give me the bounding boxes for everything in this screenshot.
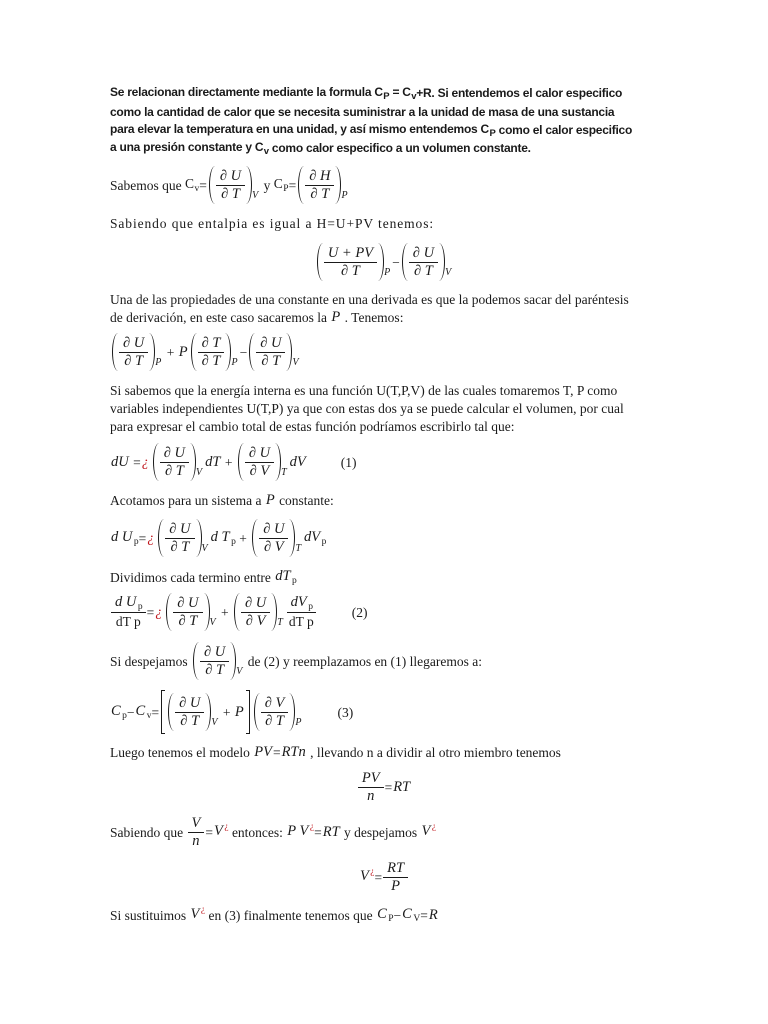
math-symbol: R bbox=[428, 906, 438, 923]
text-run: = bbox=[146, 604, 155, 620]
math-symbol: n bbox=[192, 832, 200, 849]
fraction-numerator bbox=[160, 445, 189, 463]
subscript: p bbox=[231, 537, 236, 547]
final-result-statement bbox=[110, 895, 439, 935]
fraction-denominator bbox=[246, 463, 274, 480]
subscript: v bbox=[411, 91, 417, 102]
math-symbol: P bbox=[234, 703, 244, 720]
text-run: = bbox=[129, 454, 141, 470]
fraction-numerator bbox=[305, 168, 334, 186]
symbol-with-index bbox=[210, 528, 236, 548]
equation-3 bbox=[110, 692, 353, 732]
fraction bbox=[160, 445, 189, 480]
fraction-denominator bbox=[113, 613, 144, 630]
fraction-numerator bbox=[256, 335, 285, 353]
intro-line-4 bbox=[110, 128, 531, 168]
text-run: en (3) finalmente tenemos que bbox=[205, 907, 377, 923]
fraction-numerator bbox=[175, 695, 204, 713]
group-content bbox=[258, 521, 289, 556]
fraction-numerator bbox=[188, 815, 205, 833]
equation-1 bbox=[110, 442, 357, 482]
parenthesized-group bbox=[298, 166, 347, 204]
parenthesized-group bbox=[252, 519, 301, 557]
fraction-denominator bbox=[261, 713, 288, 730]
unrendered-glyph: ¿ bbox=[141, 454, 149, 470]
text-run: = bbox=[288, 177, 297, 193]
math-symbol: U + PV bbox=[327, 244, 374, 261]
group-subscript: V bbox=[209, 617, 216, 628]
fraction-denominator bbox=[176, 713, 203, 730]
text-run: y despejamos bbox=[340, 824, 421, 840]
fraction-denominator bbox=[166, 539, 193, 556]
text-run: . Tenemos: bbox=[341, 309, 404, 325]
symbol-with-index bbox=[401, 905, 420, 925]
math-symbol: ∂ H bbox=[309, 167, 331, 184]
parenthesized-group bbox=[168, 693, 217, 731]
group-content bbox=[215, 168, 246, 203]
text-run: de derivación, en este caso sacaremos la bbox=[110, 309, 331, 325]
fraction bbox=[409, 245, 438, 280]
superscript: ¿ bbox=[200, 905, 206, 915]
group-subscript: T bbox=[295, 543, 302, 554]
math-symbol: C bbox=[111, 703, 121, 719]
text-run: constante: bbox=[275, 492, 334, 508]
right-brack bbox=[246, 690, 250, 734]
molar-volume-equation bbox=[0, 857, 768, 897]
parenthesized-group bbox=[234, 593, 283, 631]
fraction bbox=[358, 770, 384, 805]
math-symbol: P bbox=[265, 491, 275, 508]
math-symbol: ∂ T bbox=[201, 352, 221, 369]
math-symbol: V bbox=[213, 823, 223, 839]
fraction-denominator bbox=[201, 662, 228, 679]
math-symbol: ∂ U bbox=[260, 334, 282, 351]
math-symbol: ∂ V bbox=[264, 694, 285, 711]
math-symbol: d U bbox=[115, 594, 137, 610]
fraction-numerator bbox=[216, 168, 245, 186]
math-symbol: ∂ T bbox=[414, 262, 433, 279]
fraction-denominator bbox=[161, 463, 188, 480]
math-symbol: P bbox=[331, 308, 341, 325]
parenthesized-group bbox=[402, 243, 451, 281]
text-run: Sabiendo que entalpia es igual a H=U+PV tenemos: bbox=[110, 215, 434, 231]
math-symbol: PV bbox=[361, 769, 380, 786]
math-symbol: ∂ U bbox=[412, 244, 435, 261]
text-run: + bbox=[163, 344, 178, 360]
parenthesized-group bbox=[158, 519, 207, 557]
fraction bbox=[119, 335, 148, 370]
math-symbol: ∂ T bbox=[221, 185, 240, 202]
molar-volume-statement bbox=[110, 812, 436, 852]
group-subscript: V bbox=[196, 467, 203, 478]
fraction-denominator bbox=[120, 353, 147, 370]
equation-number: (2) bbox=[351, 604, 368, 620]
math-symbol: P bbox=[178, 343, 188, 360]
fraction-numerator bbox=[241, 595, 270, 613]
text-run: + bbox=[235, 530, 251, 546]
math-symbol: V bbox=[190, 906, 200, 922]
math-symbol: ∂ U bbox=[263, 520, 285, 537]
subscript: P bbox=[383, 91, 390, 102]
fraction-denominator bbox=[410, 263, 437, 280]
fraction-numerator bbox=[409, 245, 438, 263]
symbol-with-index bbox=[421, 822, 437, 842]
fraction bbox=[200, 644, 229, 679]
symbol-with-index bbox=[110, 139, 269, 157]
group-subscript: V bbox=[201, 543, 208, 554]
group-content bbox=[408, 245, 439, 280]
expanded-derivative-equation bbox=[110, 332, 301, 372]
enthalpy-statement bbox=[110, 203, 434, 243]
math-symbol: ∂ V bbox=[245, 612, 266, 629]
text-run: y bbox=[260, 177, 274, 193]
text-run: = bbox=[420, 907, 428, 923]
math-symbol: C bbox=[135, 703, 146, 719]
text-run: = bbox=[374, 869, 383, 885]
fraction-denominator bbox=[306, 186, 333, 203]
fraction-numerator bbox=[200, 644, 229, 662]
math-symbol: ∂ U bbox=[244, 594, 267, 611]
fraction-numerator bbox=[287, 595, 316, 613]
group-subscript: T bbox=[277, 617, 283, 628]
math-symbol: ∂ V bbox=[249, 462, 270, 479]
symbol-with-index bbox=[290, 593, 313, 613]
text-run: Sabiendo que bbox=[110, 824, 187, 840]
parenthesized-group bbox=[193, 642, 242, 680]
text-run: a una presión constante y C bbox=[110, 140, 264, 154]
text-run: , llevando n a dividir al otro miembro tenemos bbox=[306, 744, 561, 760]
math-symbol: ∂ U bbox=[163, 444, 185, 461]
math-symbol: PV bbox=[254, 743, 272, 760]
group-content bbox=[304, 168, 335, 203]
math-symbol: d T bbox=[210, 529, 230, 545]
fraction-denominator bbox=[337, 263, 364, 280]
math-symbol: ∂ U bbox=[169, 520, 191, 537]
group-subscript: T bbox=[281, 467, 287, 478]
superscript: ¿ bbox=[370, 867, 375, 877]
fraction-numerator bbox=[358, 770, 384, 788]
group-content bbox=[244, 445, 275, 480]
fraction-denominator bbox=[363, 788, 378, 805]
group-subscript: V bbox=[252, 190, 259, 201]
text-run: +R. Si entendemos el calor especifico bbox=[416, 85, 623, 100]
unrendered-glyph: ¿ bbox=[155, 604, 163, 620]
math-symbol: ∂ U bbox=[177, 594, 199, 611]
parenthesized-group bbox=[317, 243, 390, 281]
group-subscript: V bbox=[445, 267, 452, 278]
math-symbol: dU bbox=[111, 453, 129, 470]
symbol-with-index bbox=[213, 822, 229, 842]
text-run: Una de las propiedades de una constante en una derivada es que la podemos sacar del paréntesis bbox=[110, 291, 629, 307]
math-symbol: dV bbox=[290, 594, 307, 610]
fraction-numerator bbox=[261, 695, 289, 713]
fraction-denominator bbox=[198, 353, 225, 370]
text-run: entonces: bbox=[228, 824, 287, 840]
group-subscript: P bbox=[341, 190, 348, 201]
math-symbol: RT bbox=[393, 778, 411, 795]
fraction-numerator bbox=[111, 595, 146, 613]
text-run: Luego tenemos el modelo bbox=[110, 744, 254, 760]
group-content bbox=[199, 644, 230, 679]
fraction-numerator bbox=[383, 860, 408, 878]
math-symbol: P V bbox=[287, 823, 309, 839]
symbol-with-index bbox=[303, 528, 326, 548]
group-subscript: P bbox=[231, 357, 238, 368]
fraction bbox=[175, 695, 204, 730]
text-run: = bbox=[314, 824, 322, 840]
equation-number: (3) bbox=[337, 704, 354, 720]
fraction-numerator bbox=[324, 245, 377, 263]
group-content bbox=[260, 695, 290, 730]
subscript: p bbox=[133, 537, 139, 547]
math-symbol: RT bbox=[387, 859, 405, 876]
math-symbol: dV bbox=[289, 453, 306, 470]
fraction bbox=[259, 521, 288, 556]
ideal-gas-statement bbox=[110, 732, 561, 772]
math-symbol: V bbox=[359, 868, 369, 884]
symbol-with-index bbox=[190, 905, 206, 925]
subscript: v bbox=[146, 711, 152, 721]
subscript: P bbox=[388, 914, 394, 924]
fraction bbox=[261, 695, 289, 730]
math-symbol: ∂ T bbox=[180, 712, 200, 729]
fraction bbox=[324, 245, 377, 280]
fraction bbox=[111, 595, 146, 630]
symbol-with-index bbox=[185, 175, 199, 195]
math-symbol: ∂ U bbox=[248, 444, 271, 461]
math-symbol: ∂ T bbox=[178, 612, 198, 629]
parenthesized-group bbox=[153, 443, 202, 481]
text-run: Dividimos cada termino entre bbox=[110, 569, 275, 585]
superscript: ¿ bbox=[309, 822, 315, 832]
fraction bbox=[383, 860, 408, 895]
fraction-numerator bbox=[259, 521, 288, 539]
text-run: = bbox=[384, 779, 393, 795]
subscript: p bbox=[292, 576, 297, 586]
heat-capacity-definitions bbox=[110, 165, 350, 205]
text-run: − bbox=[239, 344, 248, 360]
symbol-with-index bbox=[274, 175, 289, 195]
math-symbol: ∂ T bbox=[170, 538, 190, 555]
text-run: dT p bbox=[115, 613, 141, 629]
subscript: p bbox=[308, 602, 313, 612]
symbol-with-index bbox=[286, 822, 314, 842]
subscript: P bbox=[283, 184, 289, 194]
fraction bbox=[173, 595, 202, 630]
parenthesized-group bbox=[249, 333, 298, 371]
parenthesized-group bbox=[112, 333, 161, 371]
superscript: ¿ bbox=[431, 822, 437, 832]
text-run: Acotamos para un sistema a bbox=[110, 492, 265, 508]
fraction-denominator bbox=[174, 613, 201, 630]
paragraph-line bbox=[110, 297, 403, 337]
text-run: − bbox=[126, 704, 135, 720]
left-brack bbox=[161, 690, 165, 734]
fraction bbox=[305, 168, 334, 203]
text-run: = bbox=[138, 530, 147, 546]
enthalpy-difference-equation bbox=[0, 242, 768, 282]
symbol-with-index bbox=[376, 905, 393, 925]
equation-number: (1) bbox=[340, 454, 357, 470]
fraction-denominator bbox=[217, 186, 244, 203]
text-run: = bbox=[272, 744, 281, 760]
math-symbol: ∂ T bbox=[261, 352, 281, 369]
subscript: v bbox=[194, 184, 200, 194]
text-run: para expresar el cambio total de estas función podríamos escribirlo tal que: bbox=[110, 418, 515, 434]
group-content bbox=[164, 521, 195, 556]
text-run: = bbox=[151, 704, 160, 720]
parenthesized-group bbox=[238, 443, 287, 481]
math-symbol: dT bbox=[205, 453, 221, 470]
text-run: = bbox=[199, 177, 207, 193]
symbol-with-index bbox=[110, 528, 139, 548]
symbol-with-index bbox=[114, 593, 143, 613]
text-run: + bbox=[221, 454, 236, 470]
superscript: ¿ bbox=[224, 822, 229, 832]
text-run: variables independientes U(T,P) ya que con estas dos ya se puede calcular el volumen, por cual bbox=[110, 400, 624, 416]
math-symbol: RTn bbox=[281, 743, 306, 760]
fraction-denominator bbox=[257, 353, 284, 370]
group-content bbox=[166, 693, 245, 731]
subscript: p bbox=[321, 537, 327, 547]
text-run: para elevar la temperatura en una unidad, y así mismo entendemos C bbox=[110, 122, 489, 136]
fraction-numerator bbox=[173, 595, 202, 613]
paragraph-line bbox=[110, 406, 514, 446]
text-run: Si sustituimos bbox=[110, 907, 190, 923]
text-run: Si despejamos bbox=[110, 653, 191, 669]
text-run: + bbox=[217, 604, 232, 620]
math-symbol: C bbox=[402, 906, 412, 922]
group-subscript: V bbox=[211, 717, 218, 728]
group-content bbox=[159, 445, 190, 480]
symbol-with-index bbox=[110, 702, 127, 722]
math-symbol: ∂ T bbox=[205, 661, 225, 678]
group-content bbox=[323, 245, 378, 280]
math-symbol: ∂ U bbox=[204, 643, 226, 660]
group-subscript: P bbox=[155, 357, 162, 368]
text-run: Sabemos que bbox=[110, 177, 185, 193]
parenthesized-group bbox=[254, 693, 302, 731]
fraction bbox=[241, 595, 270, 630]
math-symbol: ∂ U bbox=[123, 334, 145, 351]
constant-pressure-differential-equation bbox=[110, 518, 326, 558]
group-content bbox=[118, 335, 149, 370]
math-symbol: ∂ U bbox=[179, 694, 201, 711]
substitution-statement bbox=[110, 641, 482, 681]
math-symbol: ∂ T bbox=[201, 334, 221, 351]
symbol-with-index bbox=[135, 702, 152, 722]
text-run: Se relacionan directamente mediante la formula C bbox=[110, 85, 383, 99]
fraction-denominator bbox=[387, 878, 404, 895]
math-symbol: dT bbox=[275, 568, 291, 584]
pv-over-n-equation bbox=[0, 767, 768, 807]
math-symbol: ∂ T bbox=[341, 262, 360, 279]
parenthesized-group bbox=[209, 166, 258, 204]
group-content bbox=[174, 695, 205, 730]
parenthesized-group bbox=[166, 593, 215, 631]
group-subscript: V bbox=[292, 357, 299, 368]
math-symbol: ∂ T bbox=[124, 352, 144, 369]
subscript: v bbox=[263, 146, 269, 157]
subscript: P bbox=[489, 128, 496, 139]
fraction bbox=[165, 521, 194, 556]
fraction-numerator bbox=[245, 445, 274, 463]
text-run: como la cantidad de calor que se necesita suministrar a la unidad de masa de una sustancia bbox=[110, 104, 615, 119]
divide-statement bbox=[110, 557, 297, 597]
symbol-with-index bbox=[274, 567, 297, 587]
text-run: − bbox=[393, 907, 402, 923]
fraction-denominator bbox=[242, 613, 270, 630]
fraction-denominator bbox=[286, 613, 317, 630]
fraction-numerator bbox=[198, 335, 225, 353]
math-symbol: V bbox=[421, 823, 431, 839]
bracketed-group bbox=[161, 690, 250, 734]
fraction bbox=[216, 168, 245, 203]
subscript: V bbox=[413, 914, 421, 924]
group-content bbox=[255, 335, 286, 370]
text-run: C bbox=[273, 176, 283, 191]
fraction bbox=[245, 445, 274, 480]
text-run: C bbox=[185, 176, 195, 191]
fraction-numerator bbox=[165, 521, 194, 539]
group-content bbox=[240, 595, 271, 630]
text-run: − bbox=[392, 254, 400, 270]
group-subscript: P bbox=[295, 717, 302, 728]
math-symbol: P bbox=[391, 877, 401, 894]
fraction bbox=[198, 335, 225, 370]
equation-2 bbox=[110, 592, 367, 632]
symbol-with-index bbox=[359, 867, 375, 887]
group-content bbox=[172, 595, 203, 630]
subscript: p bbox=[122, 711, 127, 721]
math-symbol: n bbox=[367, 787, 375, 804]
constant-pressure-statement bbox=[110, 480, 334, 520]
unrendered-glyph: ¿ bbox=[147, 530, 155, 546]
group-subscript: P bbox=[384, 267, 391, 278]
math-symbol: dV bbox=[304, 529, 321, 545]
fraction bbox=[188, 815, 205, 850]
math-symbol: ∂ V bbox=[263, 538, 284, 555]
fraction-denominator bbox=[188, 833, 203, 850]
group-subscript: V bbox=[236, 666, 243, 677]
fraction-denominator bbox=[260, 539, 288, 556]
math-symbol: ∂ T bbox=[310, 185, 330, 202]
subscript: p bbox=[137, 602, 143, 612]
fraction bbox=[256, 335, 285, 370]
text-run: Si sabemos que la energía interna es una función U(T,P,V) de las cuales tomaremos T, P como bbox=[110, 382, 618, 398]
fraction-numerator bbox=[119, 335, 148, 353]
math-symbol: C bbox=[377, 906, 387, 922]
math-symbol: ∂ U bbox=[219, 167, 242, 184]
math-symbol: ∂ T bbox=[164, 462, 184, 479]
text-run: como calor especifico a un volumen constante. bbox=[268, 140, 531, 155]
text-run: = bbox=[205, 824, 213, 840]
text-run: + bbox=[219, 704, 234, 720]
text-run: como el calor especifico bbox=[495, 122, 633, 137]
parenthesized-group bbox=[191, 333, 238, 371]
group-content bbox=[197, 335, 226, 370]
text-run: dT p bbox=[288, 613, 314, 629]
text-run: = C bbox=[389, 85, 411, 99]
math-symbol: d U bbox=[111, 529, 133, 545]
math-symbol: ∂ T bbox=[265, 712, 284, 729]
math-symbol: RT bbox=[322, 823, 340, 840]
math-symbol: V bbox=[191, 814, 201, 831]
fraction bbox=[286, 595, 317, 630]
text-run: de (2) y reemplazamos en (1) llegaremos a: bbox=[244, 653, 483, 669]
